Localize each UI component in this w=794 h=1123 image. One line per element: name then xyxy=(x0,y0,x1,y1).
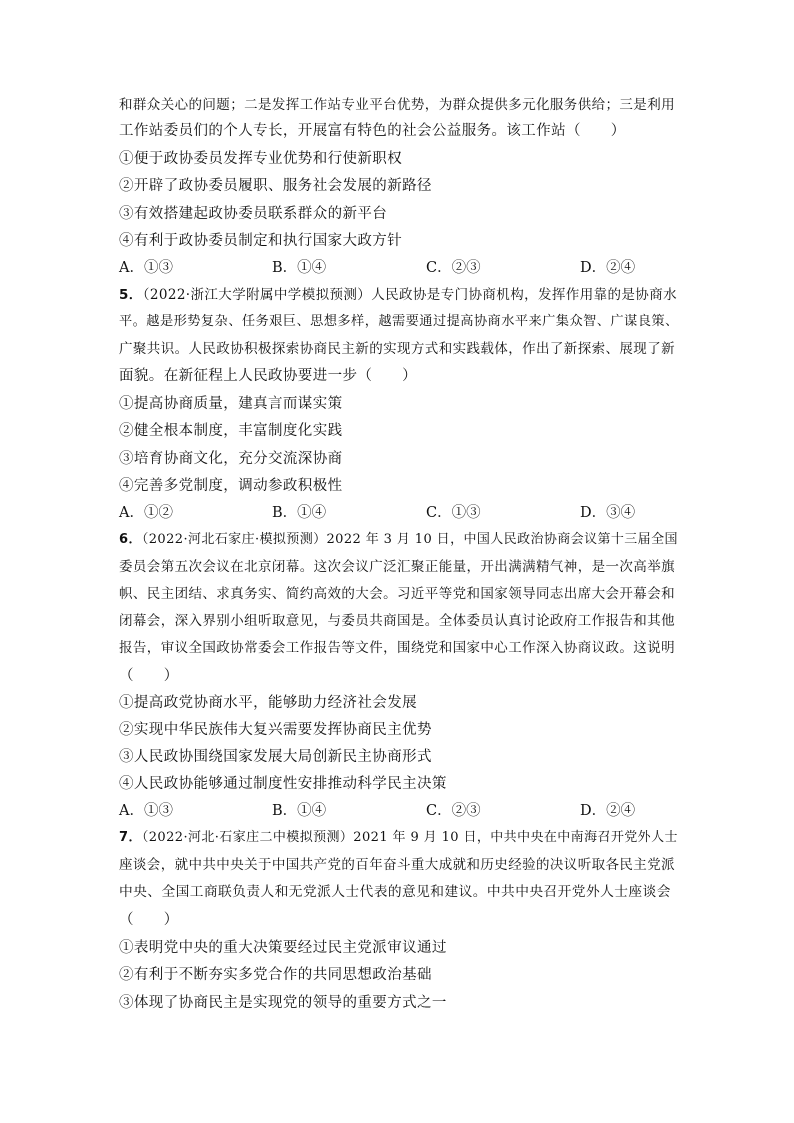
q7-stem-line-3: 中央、全国工商联负责人和无党派人士代表的意见和建议。中共中央召开党外人士座谈会 xyxy=(119,884,671,900)
q4-statement-3: ③有效搭建起政协委员联系群众的新平台 xyxy=(119,206,388,222)
q7-statement-1: ①表明党中央的重大决策要经过民主党派审议通过 xyxy=(119,940,447,956)
q7-stem-line-2: 座谈会，就中共中央关于中国共产党的百年奋斗重大成就和历史经验的决议听取各民主党派 xyxy=(119,857,675,873)
q5-option-c: C．①③ xyxy=(426,505,481,521)
q5-number: 5． xyxy=(119,287,143,303)
q7-stem-line-4: （ ） xyxy=(119,912,179,928)
q6-stem-line-1: 6．（2022·河北石家庄·模拟预测）2022 年 3 月 10 日，中国人民政治协商会议第十三届全国 xyxy=(119,532,678,547)
q5-statement-1: ①提高协商质量，建真言而谋实策 xyxy=(119,396,343,412)
q5-stem-line-3: 广聚共识。人民政协积极探索协商民主新的实现方式和实践载体，作出了新探索、展现了新 xyxy=(119,341,675,357)
q7-stem-line-1: 7．（2022·河北·石家庄二中模拟预测）2021 年 9 月 10 日，中共中央在中南海召开党外人士 xyxy=(119,830,678,845)
q4-option-d: D．②④ xyxy=(580,260,636,276)
q5-statement-4: ④完善多党制度，调动参政积极性 xyxy=(119,478,343,494)
q6-statement-1: ①提高政党协商水平，能够助力经济社会发展 xyxy=(119,695,417,711)
q5-stem-line-2: 平。越是形势复杂、任务艰巨、思想多样，越需要通过提高协商水平来广集众智、广谋良策、 xyxy=(119,314,679,329)
q5-option-b: B．①④ xyxy=(272,505,327,521)
q6-option-d: D．②④ xyxy=(580,803,636,819)
q6-statement-4: ④人民政协能够通过制度性安排推动科学民主决策 xyxy=(119,776,447,792)
q5-statement-2: ②健全根本制度，丰富制度化实践 xyxy=(119,423,343,439)
q4-statement-2: ②开辟了政协委员履职、服务社会发展的新路径 xyxy=(119,178,432,194)
q4-option-c: C．②③ xyxy=(426,260,481,276)
q6-stem-line-3: 帜、民主团结、求真务实、简约高效的大会。习近平等党和国家领导同志出席大会开幕会和 xyxy=(119,586,675,602)
q5-stem-line-4: 面貌。在新征程上人民政协要进一步（ ） xyxy=(119,368,417,384)
q5-option-a: A．①② xyxy=(119,505,173,521)
q5-stem-line-1: 5．（2022·浙江大学附属中学模拟预测）人民政协是专门协商机构，发挥作用靠的是协商水 xyxy=(119,287,677,303)
q6-statement-2: ②实现中华民族伟大复兴需要发挥协商民主优势 xyxy=(119,722,432,738)
q6-option-c: C．②③ xyxy=(426,803,481,819)
q6-statement-3: ③人民政协围绕国家发展大局创新民主协商形式 xyxy=(119,749,432,765)
q7-statement-2: ②有利于不断夯实多党合作的共同思想政治基础 xyxy=(119,967,432,983)
q4-statement-1: ①便于政协委员发挥专业优势和行使新职权 xyxy=(119,151,403,167)
q6-stem-line-6: （ ） xyxy=(119,668,179,684)
q4-statement-4: ④有利于政协委员制定和执行国家大政方针 xyxy=(119,233,403,249)
q6-number: 6． xyxy=(119,532,142,547)
q5-statement-3: ③培育协商文化，充分交流深协商 xyxy=(119,451,343,467)
q4-stem-line-2: 工作站委员们的个人专长，开展富有特色的社会公益服务。该工作站（ ） xyxy=(119,123,626,139)
q7-number: 7． xyxy=(119,830,142,845)
q7-statement-3: ③体现了协商民主是实现党的领导的重要方式之一 xyxy=(119,995,447,1011)
q4-stem-line-1: 和群众关心的问题；二是发挥工作站专业平台优势，为群众提供多元化服务供给；三是利用 xyxy=(119,97,675,113)
q6-stem-line-2: 委员会第五次会议在北京闭幕。这次会议广泛汇聚正能量，开出满满精气神，是一次高举旗 xyxy=(119,559,675,575)
q6-stem-line-5: 报告，审议全国政协常委会工作报告等文件，围绕党和国家中心工作深入协商议政。这说明 xyxy=(119,640,675,656)
q6-option-b: B．①④ xyxy=(272,803,327,819)
q5-option-d: D．③④ xyxy=(580,505,636,521)
q4-option-b: B．①④ xyxy=(272,260,327,276)
q6-option-a: A．①③ xyxy=(119,803,173,819)
q4-option-a: A．①③ xyxy=(119,260,173,276)
q6-stem-line-4: 闭幕会，深入界别小组听取意见，与委员共商国是。全体委员认真讨论政府工作报告和其他 xyxy=(119,613,675,629)
